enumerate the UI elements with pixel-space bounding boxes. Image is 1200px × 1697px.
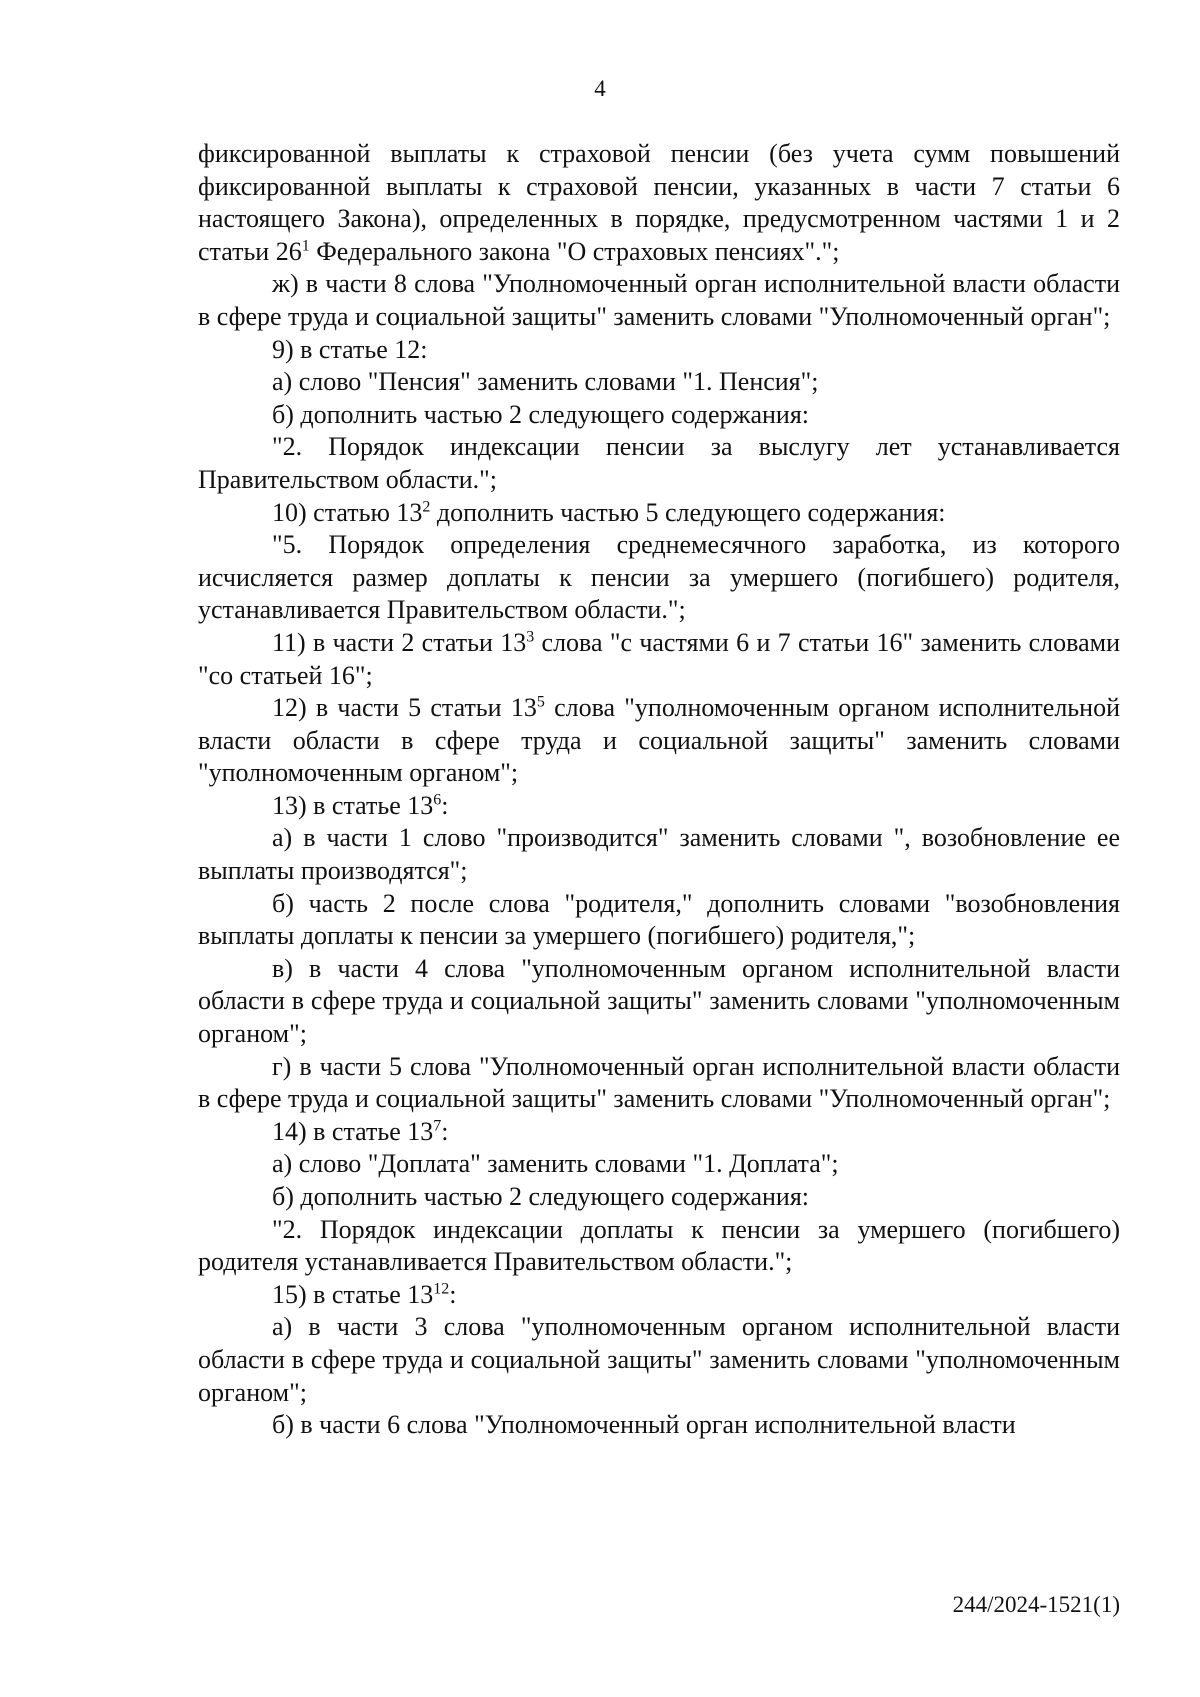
- paragraph: б) часть 2 после слова "родителя," дополнить словами "возобновления выплаты доплаты к пенсии за умершего (погибшего) родителя,";: [198, 888, 1120, 951]
- document-body: [198, 138, 1120, 1442]
- paragraph: в) в части 4 слова "уполномоченным органом исполнительной власти области в сфере труда и социальной защиты" заменить словами "уполномоченным органом";: [198, 953, 1120, 1049]
- paragraph: фиксированной выплаты к страховой пенсии (без учета сумм повышений фиксированной выплаты к страховой пенсии, указанных в части 7 статьи 6 настоящего Закона), определенных в порядке, предусмотренном частями 1 и 2 статьи $26^1$ Федерального закона "О страховых пенсиях".";: [198, 139, 1120, 266]
- paragraph: 15) в статье $13^{12}$:: [272, 1279, 457, 1309]
- paragraph: 13) в статье $13^6$:: [272, 790, 449, 820]
- paragraph: 12) в части 5 статьи $13^5$ слова "уполномоченным органом исполнительной власти области в сфере труда и социальной защиты" заменить словами "уполномоченным органом";: [198, 693, 1120, 788]
- paragraph: 9) в статье 12:: [272, 334, 428, 364]
- paragraph: а) в части 1 слово "производится" заменить словами ", возобновление ее выплаты производятся";: [198, 823, 1120, 886]
- paragraph: г) в части 5 слова "Уполномоченный орган исполнительной власти области в сфере труда и социальной защиты" заменить словами "Уполномоченный орган";: [198, 1051, 1120, 1114]
- paragraph: 10) статью $13^2$ дополнить частью 5 следующего содержания:: [272, 497, 946, 527]
- document-registration-number: 244/2024-1521(1): [952, 1592, 1120, 1617]
- paragraph: 11) в части 2 статьи $13^3$ слова "с частями 6 и 7 статьи 16" заменить словами "со статьей 16";: [198, 627, 1120, 690]
- paragraph: б) в части 6 слова "Уполномоченный орган исполнительной власти: [272, 1410, 1016, 1440]
- paragraph: б) дополнить частью 2 следующего содержания:: [272, 1182, 810, 1211]
- paragraph: "2. Порядок индексации пенсии за выслугу лет устанавливается Правительством области.";: [198, 432, 1120, 494]
- paragraph: а) слово "Пенсия" заменить словами "1. Пенсия";: [272, 367, 819, 397]
- paragraph: а) слово "Доплата" заменить словами "1. Доплата";: [272, 1149, 839, 1179]
- paragraph: "2. Порядок индексации доплаты к пенсии за умершего (погибшего) родителя устанавливается Правительством области.";: [198, 1214, 1120, 1277]
- paragraph: ж) в части 8 слова "Уполномоченный орган исполнительной власти области в сфере труда и социальной защиты" заменить словами "Уполномоченный орган";: [198, 269, 1120, 331]
- page-number: 4: [594, 76, 606, 101]
- paragraph: 14) в статье $13^7$:: [272, 1116, 449, 1146]
- paragraph: "5. Порядок определения среднемесячного заработка, из которого исчисляется размер доплаты к пенсии за умершего (погибшего) родителя, устанавливается Правительством области.";: [198, 530, 1120, 625]
- paragraph: б) дополнить частью 2 следующего содержания:: [272, 399, 810, 429]
- paragraph: а) в части 3 слова "уполномоченным органом исполнительной власти области в сфере труда и социальной защиты" заменить словами "уполномоченным органом";: [198, 1312, 1120, 1407]
